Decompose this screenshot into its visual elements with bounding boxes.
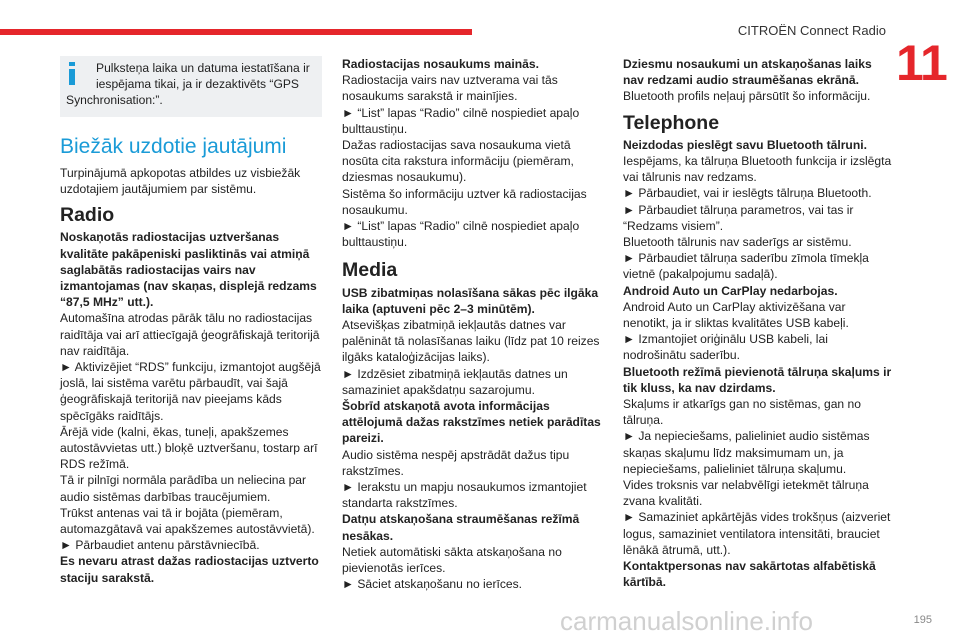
question: Bluetooth režīmā pievienotā tālruņa skaļums ir tik kluss, ka nav dzirdams. — [623, 364, 892, 395]
telephone-heading: Telephone — [623, 111, 720, 134]
answer: ► Ierakstu un mapju nosaukumos izmantojiet standarta rakstzīmes. — [342, 480, 587, 511]
answer: ► Aktivizējiet “RDS” funkciju, izmantojot augšējā joslā, lai sistēma varētu pārbaudīt, vai šajā ģeogrāfiskajā teritorijā nav pieejams kāds spēcīgāks raidītājs. — [60, 360, 321, 423]
answer: Atsevišķas zibatmiņā iekļautās datnes var palēnināt tā nolasīšanas laiku (līdz pat 10 reizes ilgāks kataloģizācijas laiks). — [342, 318, 600, 365]
answer: ► Sāciet atskaņošanu no ierīces. — [342, 577, 523, 592]
answer: Tā ir pilnīgi normāla parādība un neliecina par audio sistēmas darbības traucējumiem. — [60, 473, 307, 504]
answer: ► Ja nepieciešams, palieliniet audio sistēmas skaņas skaļumu līdz maksimumam un, ja nepieciešams, palieliniet tālruņa skaļumu. — [623, 429, 870, 476]
column-1 — [60, 56, 322, 586]
answer: ► Pārbaudiet, vai ir ieslēgts tālruņa Bluetooth. — [623, 186, 872, 201]
media-heading: Media — [342, 259, 398, 282]
page-number: 195 — [913, 614, 932, 626]
column-3 — [623, 56, 893, 591]
section-title: Biežāk uzdotie jautājumi — [60, 134, 287, 158]
answer: ► Samaziniet apkārtējās vides trokšņus (aizveriet logus, samaziniet ventilatora intensitāti, brauciet lēnākā ātrumā, utt.). — [623, 510, 891, 557]
column-2 — [342, 56, 604, 593]
question: Noskaņotās radiostacijas uztveršanas kvalitāte pakāpeniski pasliktinās vai atmiņā saglabātās radiostacijas vairs nav izmantojamas (nav skaņas, displejā redzams “87,5 MHz” utt.). — [60, 230, 317, 310]
answer: ► Izdzēsiet zibatmiņā iekļautās datnes un samaziniet apakšdatņu sazarojumu. — [342, 366, 568, 397]
answer: ► “List” lapas “Radio” cilnē nospiediet apaļo bulttaustiņu. — [342, 219, 580, 250]
info-text-line-1: Pulksteņa laika un datuma iestatīšana ir — [96, 61, 310, 75]
answer: Ārējā vide (kalni, ēkas, tuneļi, apakšzemes autostāvvietas utt.) bloķē uztveršanu, tostarp arī RDS režīmā. — [60, 424, 318, 472]
answer: Radiostacija vairs nav uztverama vai tās nosaukums sarakstā ir mainījies. — [342, 73, 558, 104]
chapter-number: 11 — [896, 35, 947, 91]
info-icon — [66, 61, 79, 86]
question: USB zibatmiņas nolasīšana sākas pēc ilgāka laika (aptuveni pēc 2–3 minūtēm). — [342, 285, 599, 316]
answer: Audio sistēma nespēj apstrādāt dažus tipu rakstzīmes. — [342, 447, 570, 478]
answer: Skaļums ir atkarīgs gan no sistēmas, gan no tālruņa. — [623, 397, 861, 428]
info-text-line-2: iespējama tikai, ja ir dezaktivēts “GPS — [96, 77, 299, 92]
question: Radiostacijas nosaukums mainās. — [342, 57, 539, 71]
answer: Bluetooth profils neļauj pārsūtīt šo informāciju. — [623, 89, 871, 104]
question: Šobrīd atskaņotā avota informācijas attēlojumā dažas rakstzīmes netiek parādītas pareizi. — [342, 399, 601, 446]
info-text-line-3: Synchronisation:”. — [66, 93, 163, 108]
answer: Vides troksnis var nelabvēlīgi ietekmēt tālruņa zvana kvalitāti. — [623, 478, 869, 509]
answer: ► Pārbaudiet antenu pārstāvniecībā. — [60, 538, 260, 553]
question: Es nevaru atrast dažas radiostacijas uztverto staciju sarakstā. — [60, 554, 319, 585]
info-note — [60, 56, 322, 117]
answer: Bluetooth tālrunis nav saderīgs ar sistēmu. — [623, 235, 852, 250]
question: Kontaktpersonas nav sakārtotas alfabētiskā kārtībā. — [623, 559, 876, 590]
answer: Netiek automātiski sākta atskaņošana no pievienotās ierīces. — [342, 544, 562, 576]
answer: Android Auto un CarPlay aktivizēšana var nenotikt, ja ir sliktas kvalitātes USB kabeļi. — [623, 299, 849, 331]
answer: ► “List” lapas “Radio” cilnē nospiediet apaļo bulttaustiņu. — [342, 105, 580, 136]
radio-heading: Radio — [60, 204, 115, 227]
answer: ► Pārbaudiet tālruņa saderību zīmola tīmekļa vietnē (pakalpojumu sadaļā). — [623, 251, 869, 282]
answer: Automašīna atrodas pārāk tālu no radiostacijas raidītāja vai arī attiecīgajā ģeogrāfiskajā teritorijā nav raidītāja. — [60, 311, 320, 358]
question: Dziesmu nosaukumi un atskaņošanas laiks nav redzami audio straumēšanas ekrānā. — [623, 57, 872, 88]
header-title: CITROËN Connect Radio — [737, 23, 886, 38]
answer: Iespējams, ka tālruņa Bluetooth funkcija ir izslēgta vai tālrunis nav redzams. — [623, 154, 892, 185]
answer: ► Izmantojiet oriģinālu USB kabeli, lai nodrošinātu saderību. — [623, 332, 828, 363]
answer: ► Pārbaudiet tālruņa parametros, vai tas ir “Redzams visiem”. — [623, 202, 854, 233]
watermark: carmanualsonline.info — [560, 606, 813, 636]
answer: Dažas radiostacijas sava nosaukuma vietā nosūta cita rakstura informāciju (piemēram, dziesmas nosaukumu). — [342, 138, 574, 185]
answer: Sistēma šo informāciju uztver kā radiostacijas nosaukumu. — [342, 186, 587, 217]
question: Android Auto un CarPlay nedarbojas. — [623, 283, 838, 298]
question: Datņu atskaņošana straumēšanas režīmā nesākas. — [342, 512, 580, 543]
header-accent-bar — [0, 29, 472, 35]
intro-text: Turpinājumā apkopotas atbildes uz visbiežāk uzdotajiem jautājumiem par sistēmu. — [60, 165, 301, 197]
question: Neizdodas pieslēgt savu Bluetooth tālruni. — [623, 137, 867, 152]
answer: Trūkst antenas vai tā ir bojāta (piemēram, automazgātavā vai apakšzemes autostāvvietā). — [60, 505, 315, 537]
